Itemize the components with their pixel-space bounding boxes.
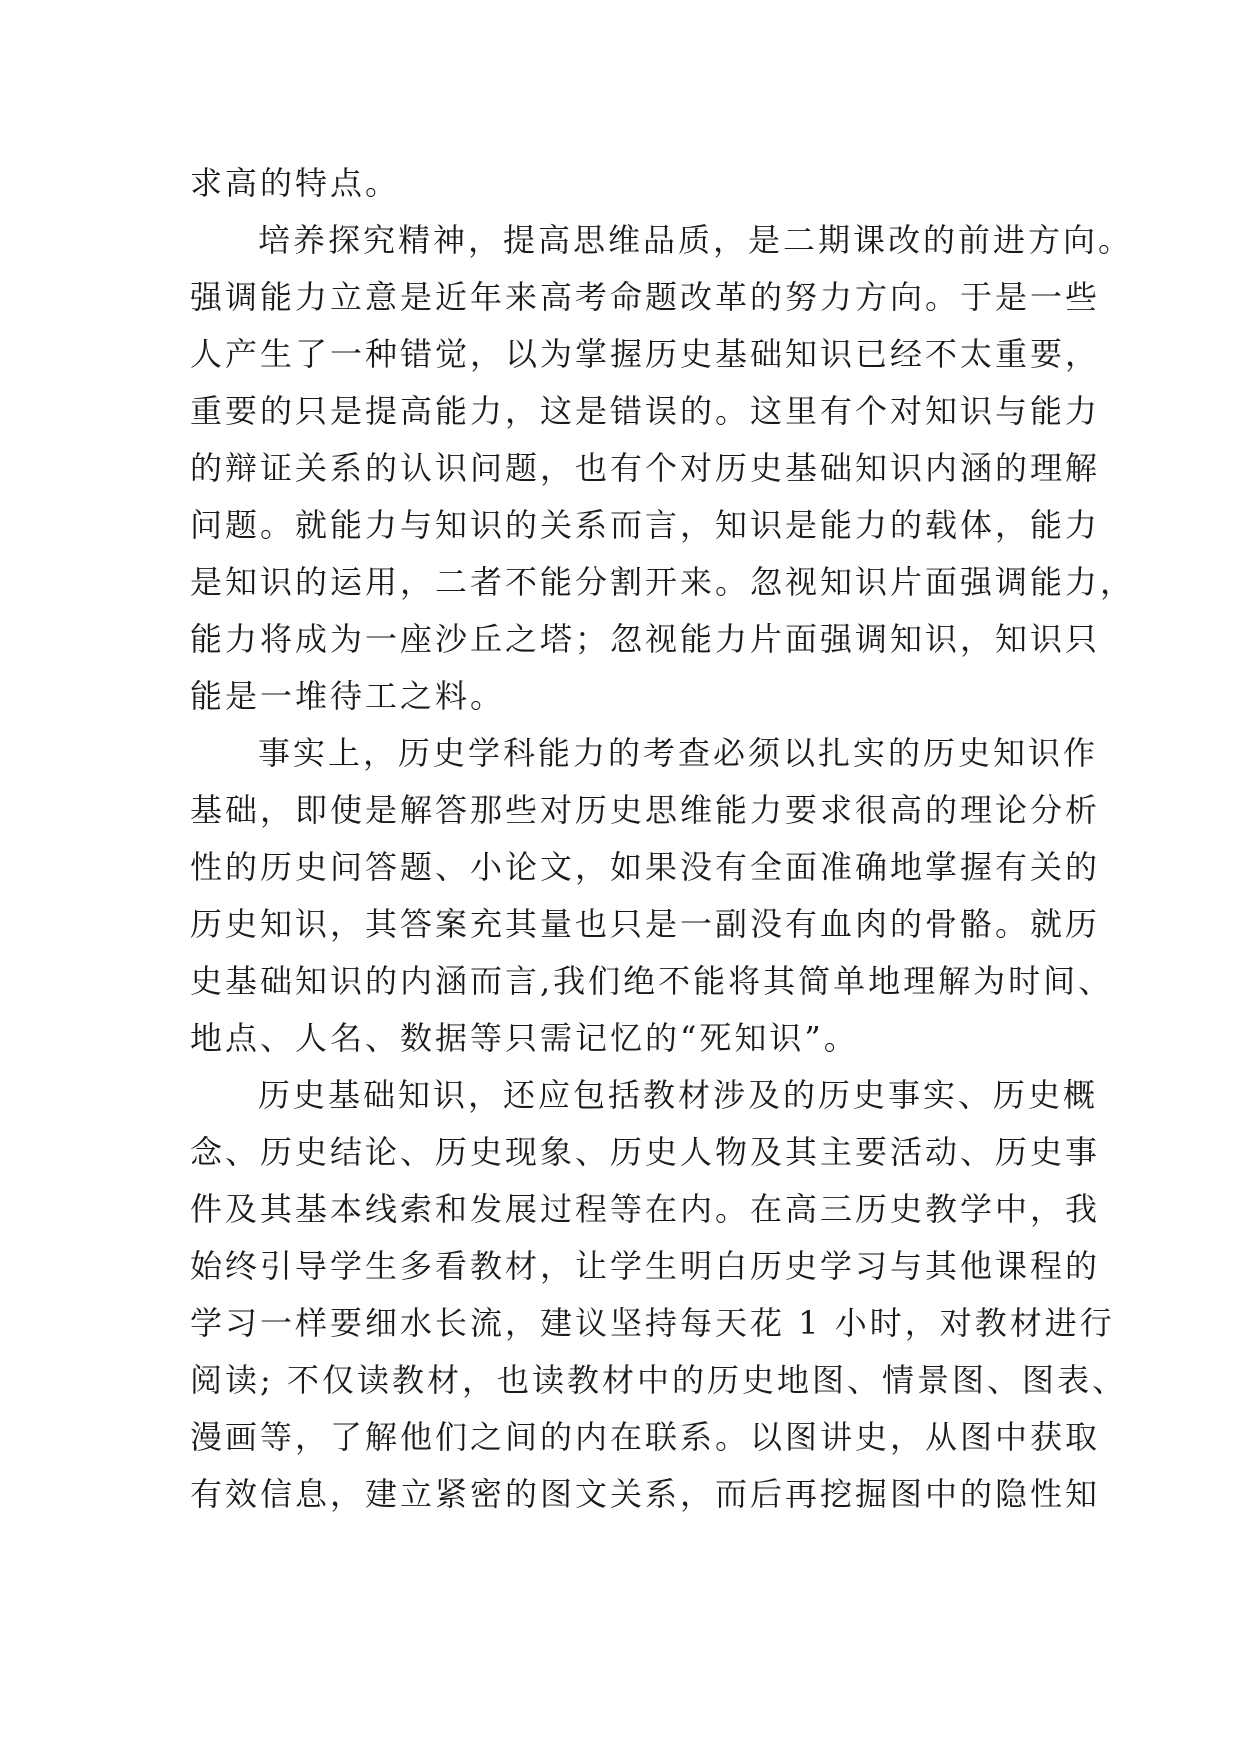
text-line: 培养探究精神，提高思维品质，是二期课改的前进方向。 <box>258 221 1134 259</box>
text-line: 地点、人名、数据等只需记忆的“死知识”。 <box>190 1019 859 1057</box>
text-line: 念、历史结论、历史现象、历史人物及其主要活动、历史事 <box>190 1133 1101 1171</box>
text-line: 是知识的运用，二者不能分割开来。忽视知识片面强调能力， <box>190 563 1136 601</box>
text-line: 求高的特点。 <box>190 164 401 202</box>
text-line: 历史知识，其答案充其量也只是一副没有血肉的骨骼。就历 <box>190 905 1101 943</box>
text-line: 事实上，历史学科能力的考查必须以扎实的历史知识作 <box>258 734 1099 772</box>
body-text <box>190 155 1136 1523</box>
text-line: 漫画等，了解他们之间的内在联系。以图讲史，从图中获取 <box>190 1418 1101 1456</box>
text-line: 学习一样要细水长流，建议坚持每天花 1 小时，对教材进行 <box>190 1304 1115 1342</box>
text-line: 能是一堆待工之料。 <box>190 677 506 715</box>
text-line: 的辩证关系的认识问题，也有个对历史基础知识内涵的理解 <box>190 449 1101 487</box>
text-line: 件及其基本线索和发展过程等在内。在高三历史教学中，我 <box>190 1190 1101 1228</box>
text-line: 问题。就能力与知识的关系而言，知识是能力的载体，能力 <box>190 506 1101 544</box>
text-line: 基础，即使是解答那些对历史思维能力要求很高的理论分析 <box>190 791 1101 829</box>
text-line: 重要的只是提高能力，这是错误的。这里有个对知识与能力 <box>190 392 1101 430</box>
text-line: 强调能力立意是近年来高考命题改革的努力方向。于是一些 <box>190 278 1101 316</box>
text-line: 阅读; 不仅读教材，也读教材中的历史地图、情景图、图表、 <box>190 1361 1127 1399</box>
text-line: 历史基础知识，还应包括教材涉及的历史事实、历史概 <box>258 1076 1099 1114</box>
text-line: 有效信息，建立紧密的图文关系，而后再挖掘图中的隐性知 <box>190 1475 1101 1513</box>
text-line: 能力将成为一座沙丘之塔；忽视能力片面强调知识，知识只 <box>190 620 1101 658</box>
text-line: 史基础知识的内涵而言,我们绝不能将其简单地理解为时间、 <box>190 962 1114 1000</box>
text-line: 人产生了一种错觉，以为掌握历史基础知识已经不太重要， <box>190 335 1101 373</box>
text-line: 性的历史问答题、小论文，如果没有全面准确地掌握有关的 <box>190 848 1101 886</box>
text-line: 始终引导学生多看教材，让学生明白历史学习与其他课程的 <box>190 1247 1101 1285</box>
